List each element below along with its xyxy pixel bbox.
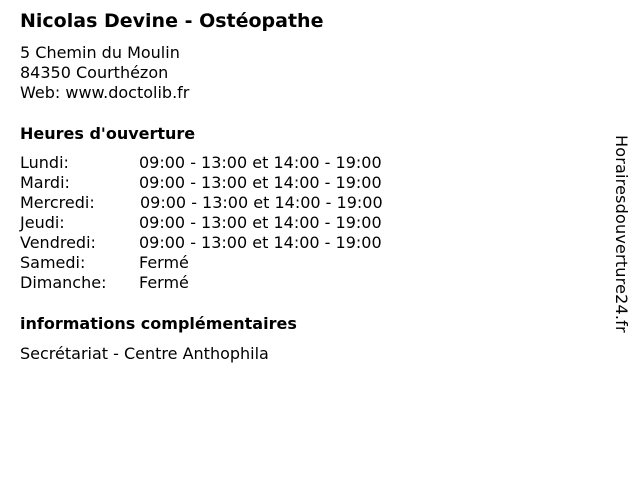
- hours-value: 09:00 - 13:00 et 14:00 - 19:00: [140, 193, 383, 212]
- watermark-text: Horairesdouverture24.fr: [612, 135, 631, 333]
- hours-row-wednesday: [20, 193, 383, 213]
- hours-row-thursday: [20, 213, 383, 233]
- website-text: Web: www.doctolib.fr: [20, 83, 190, 102]
- hours-value: 09:00 - 13:00 et 14:00 - 19:00: [139, 233, 382, 252]
- address-street: 5 Chemin du Moulin: [20, 43, 180, 62]
- info-text: Secrétariat - Centre Anthophila: [20, 344, 269, 363]
- day-label: Lundi:: [20, 153, 69, 172]
- hours-table: [20, 153, 383, 293]
- day-label: Mardi:: [20, 173, 70, 192]
- hours-row-saturday: [20, 253, 383, 273]
- hours-value: 09:00 - 13:00 et 14:00 - 19:00: [139, 173, 382, 192]
- hours-row-friday: [20, 233, 383, 253]
- day-label: Vendredi:: [20, 233, 96, 252]
- hours-row-tuesday: [20, 173, 383, 193]
- day-label: Mercredi:: [20, 193, 95, 212]
- hours-value: Fermé: [139, 253, 189, 272]
- address-block: [20, 43, 189, 103]
- hours-row-sunday: [20, 273, 383, 293]
- hours-value: Fermé: [139, 273, 189, 292]
- hours-heading: Heures d'ouverture: [20, 124, 196, 143]
- hours-value: 09:00 - 13:00 et 14:00 - 19:00: [139, 213, 382, 232]
- day-label: Jeudi:: [20, 213, 65, 232]
- hours-value: 09:00 - 13:00 et 14:00 - 19:00: [139, 153, 382, 172]
- business-title: Nicolas Devine - Ostéopathe: [20, 10, 324, 32]
- address-city: 84350 Courthézon: [20, 63, 169, 82]
- info-heading: informations complémentaires: [20, 314, 297, 333]
- day-label: Samedi:: [20, 253, 86, 272]
- day-label: Dimanche:: [20, 273, 107, 292]
- hours-row-monday: [20, 153, 383, 173]
